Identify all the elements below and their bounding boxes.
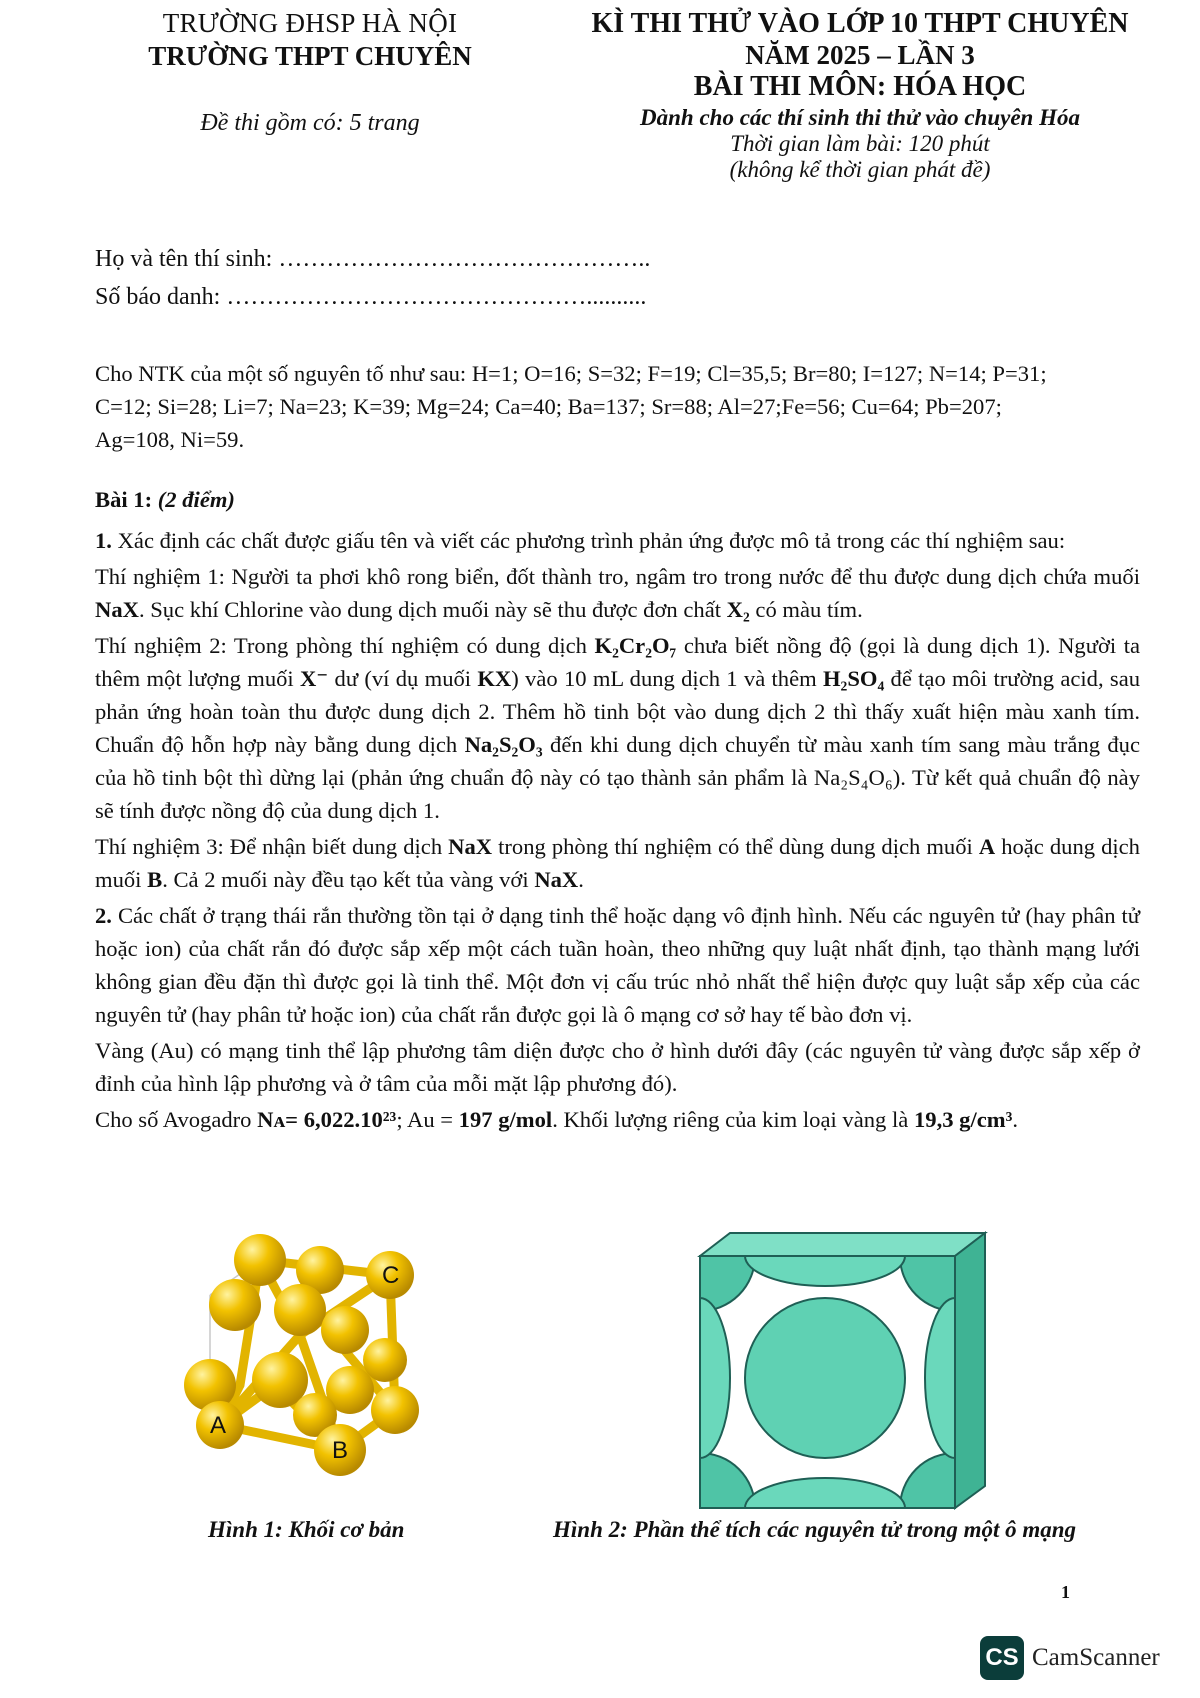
gold-density: 19,3 g/cm³ <box>913 1107 1013 1132</box>
tn1-x2: X₂ <box>726 597 750 622</box>
atom <box>321 1306 369 1354</box>
atom <box>363 1338 407 1382</box>
school-name-1: TRƯỜNG ĐHSP HÀ NỘI <box>162 8 458 38</box>
gold-description: Vàng (Au) có mạng tinh thể lập phương tâm diện được cho ở hình dưới đây (các nguyên tử vàng được sắp xếp ở đỉnh của hình lập phương và ở tâm của mỗi mặt lập phương đó). <box>95 1038 1140 1096</box>
question-1-text: Xác định các chất được giấu tên và viết các phương trình phản ứng được mô tả trong các thí nghiệm sau: <box>117 528 1066 553</box>
exam-time: Thời gian làm bài: 120 phút <box>730 131 990 156</box>
cell-top-face <box>700 1233 985 1256</box>
camscanner-logo-icon: CS <box>980 1636 1024 1680</box>
figure-2-unit-cell <box>680 1228 1005 1511</box>
question-2-text: Các chất ở trạng thái rắn thường tồn tại ở dạng tinh thể hoặc dạng vô định hình. Nếu các nguyên tử (hay phân tử hoặc ion) của chất rắn đó được sắp xếp một cách tuần hoàn, theo những quy luật nhất định, tạo thành mạng lưới không gian đều đặn thì được gọi là tinh thể. Một đơn vị cấu trúc nhỏ nhất thể hiện được quy luật sắp xếp của các nguyên tử (hay phân tử hoặc ion) của chất rắn được gọi là ô mạng cơ sở hay tế bào đơn vị. <box>95 903 1140 1027</box>
exam-subject: BÀI THI MÔN: HÓA HỌC <box>693 71 1027 102</box>
tn3-nax-2: NaX <box>534 867 579 892</box>
tn2-text-e: dư (ví dụ muối <box>334 666 472 691</box>
label-a: A <box>210 1412 227 1439</box>
avogadro-line <box>95 1103 1140 1136</box>
candidate-id-field: Số báo danh: ……………………………………….......... <box>95 284 647 310</box>
tn1-nax: NaX <box>95 597 139 622</box>
school-name-2: TRƯỜNG THPT CHUYÊN <box>148 41 472 71</box>
camscanner-name: CamScanner <box>1032 1644 1160 1671</box>
tn3-text-c: trong phòng thí nghiệm có thể dùng dung dịch muối <box>498 834 973 859</box>
tn2-text-g: ) vào 10 mL dung dịch 1 và thêm <box>511 666 817 691</box>
tn3-salt-a: A <box>978 834 996 859</box>
tn2-kx: KX <box>477 666 512 691</box>
figure-2-caption: Hình 2: Phần thể tích các nguyên tử trong một ô mạng <box>553 1517 1077 1542</box>
header-right <box>540 8 1180 183</box>
exam-year: NĂM 2025 – LẦN 3 <box>745 40 975 70</box>
tn2-h2so4: H₂SO₄ <box>822 666 885 691</box>
question-2 <box>95 899 1140 1031</box>
tn3-text-e: hoặc dung dịch muối <box>95 834 1140 892</box>
header-left <box>100 8 520 137</box>
problem-1-heading <box>95 483 1140 516</box>
cell-side-face <box>955 1233 985 1508</box>
tn2-text-a: Thí nghiệm 2: Trong phòng thí nghiệm có dung dịch <box>95 633 587 658</box>
experiment-1 <box>95 560 1140 626</box>
atom <box>274 1284 326 1336</box>
exam-time-note: (không kể thời gian phát đề) <box>729 157 991 182</box>
tn2-k2cr2o7: K₂Cr₂O₇ <box>594 633 677 658</box>
tn2-x-ion: X⁻ <box>299 666 329 691</box>
label-c: C <box>382 1262 400 1289</box>
experiment-3 <box>95 830 1140 896</box>
tn2-text-c: chưa biết nồng độ (gọi là dung dịch 1). Người ta thêm một lượng muối <box>95 633 1140 691</box>
label-b: B <box>332 1437 349 1464</box>
page-number: 1 <box>1061 1582 1070 1602</box>
candidate-name-field: Họ và tên thí sinh: ……………………………………….. <box>95 246 651 272</box>
ntk-line-2: C=12; Si=28; Li=7; Na=23; K=39; Mg=24; Ca=40; Ba=137; Sr=88; Al=27;Fe=56; Cu=64; Pb=207; <box>95 394 1002 419</box>
atomic-masses <box>95 357 1140 456</box>
avo-text-a: Cho số Avogadro <box>95 1107 252 1132</box>
tn1-text-a: Thí nghiệm 1: Người ta phơi khô rong biển, đốt thành tro, ngâm tro trong nước để thu được dung dịch chứa muối <box>95 564 1140 589</box>
gold-molar-mass: 197 g/mol <box>458 1107 553 1132</box>
question-1-number: 1. <box>95 528 112 553</box>
exam-title: KÌ THI THỬ VÀO LỚP 10 THPT CHUYÊN <box>591 8 1129 39</box>
tn2-text-i: để tạo môi trường acid, sau phản ứng hoàn toàn thu được dung dịch 2. Thêm hồ tinh bột vào dung dịch 2 thì thấy xuất hiện màu xanh tím. Chuẩn độ hỗn hợp này bằng dung dịch <box>95 666 1141 757</box>
problem-1-points: (2 điểm) <box>157 487 235 512</box>
camscanner-watermark <box>980 1636 1160 1680</box>
atom <box>371 1386 419 1434</box>
tn3-period: . <box>578 867 584 892</box>
question-2-number: 2. <box>95 903 112 928</box>
atom <box>234 1234 286 1286</box>
question-1 <box>95 524 1140 557</box>
tn1-text-e: có màu tím. <box>755 597 863 622</box>
problem-1-title: Bài 1: <box>95 487 153 512</box>
tn3-salt-b: B <box>147 867 163 892</box>
avo-text-c: ; Au = <box>396 1107 454 1132</box>
tn2-na2s2o3: Na₂S₂O₃ <box>464 732 543 757</box>
figure-1-caption: Hình 1: Khối cơ bản <box>208 1517 405 1542</box>
figure-1-fcc-model <box>180 1225 450 1485</box>
tn3-text-a: Thí nghiệm 3: Để nhận biết dung dịch <box>95 834 443 859</box>
exam-audience: Dành cho các thí sinh thi thử vào chuyên Hóa <box>640 105 1080 130</box>
avo-text-e: . Khối lượng riêng của kim loại vàng là <box>552 1107 909 1132</box>
ntk-line-1: Cho NTK của một số nguyên tố như sau: H=1; O=16; S=32; F=19; Cl=35,5; Br=80; I=127; N=14; P=31; <box>95 361 1047 386</box>
avogadro-number: Nᴀ= 6,022.10²³ <box>257 1107 397 1132</box>
tn2-text-k: đến khi dung dịch chuyển từ màu xanh tím sang màu trắng đục của hồ tinh bột thì dừng lại (phản ứng chuẩn độ này có tạo thành sản phẩm là Na₂S₄O₆). Từ kết quả chuẩn độ này sẽ tính được nồng độ của dung dịch 1. <box>95 732 1141 823</box>
experiment-2 <box>95 629 1140 827</box>
tn3-nax: NaX <box>448 834 493 859</box>
tn1-text-c: . Sục khí Chlorine vào dung dịch muối này sẽ thu được đơn chất <box>138 597 722 622</box>
atom <box>209 1279 261 1331</box>
pages-note: Đề thi gồm có: 5 trang <box>200 110 420 136</box>
tn3-text-g: . Cả 2 muối này đều tạo kết tủa vàng với <box>162 867 529 892</box>
avo-period: . <box>1012 1107 1019 1132</box>
ntk-line-3: Ag=108, Ni=59. <box>95 427 245 452</box>
problem-1 <box>95 483 1140 1139</box>
